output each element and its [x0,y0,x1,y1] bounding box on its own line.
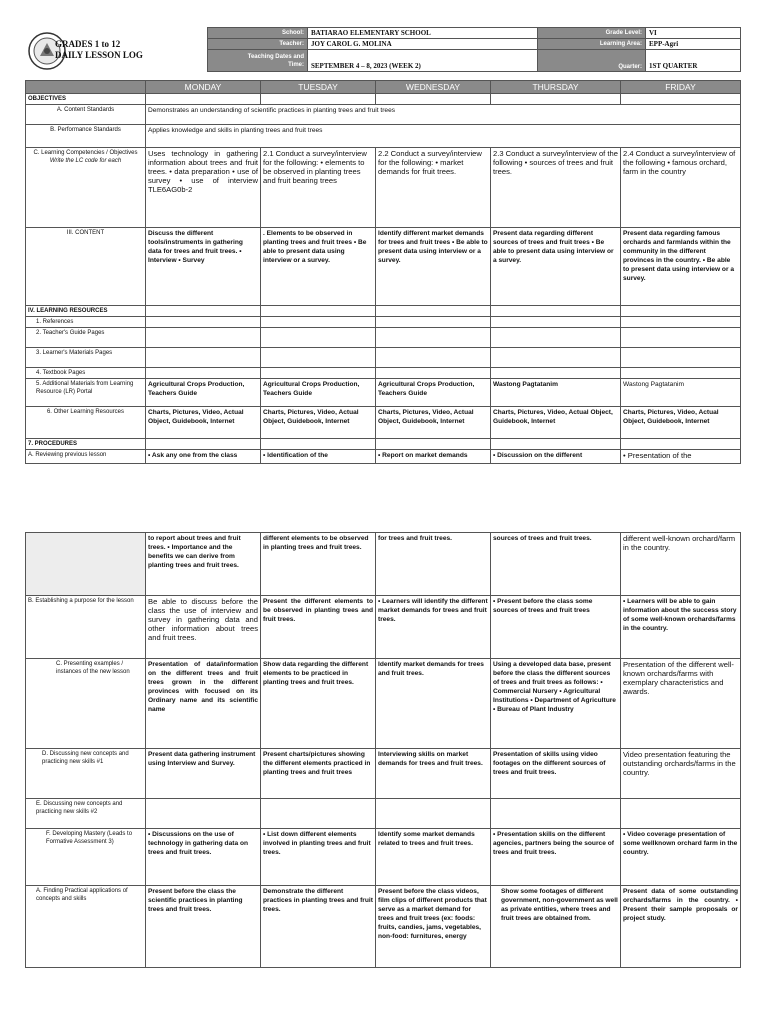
g-friday: Present data of some outstanding orchards/farms in the country. • Present their sample proposals or project study. [621,886,741,968]
purpose-monday: Be able to discuss before the class the use of interview and survey in gathering data and other information about trees and fruit trees. [146,596,261,659]
olr-monday: Charts, Pictures, Video, Actual Object, Guidebook, Internet [146,407,261,439]
learning-competencies-label: C. Learning Competencies / Objectives Write the LC code for each [26,148,146,228]
f-thursday: • Presentation skills on the different agencies, partners being the source of trees and fruit trees. [491,829,621,886]
f-wednesday: Identify some market demands related to trees and fruit trees. [376,829,491,886]
learning-area: EPP-Agri [646,39,741,50]
day-header-monday: MONDAY [146,81,261,94]
review-cont-tuesday: different elements to be observed in planting trees and fruit trees. [261,533,376,596]
review-monday: • Ask any one from the class [146,450,261,464]
learning-resources-label: IV. LEARNING RESOURCES [26,306,146,317]
lc-friday: 2.4 Conduct a survey/interview of the following • famous orchard, farm in the country [621,148,741,228]
f-monday: • Discussions on the use of technology in gathering data on trees and fruit trees. [146,829,261,886]
lc-wednesday: 2.2 Conduct a survey/interview for the following: • market demands for fruit trees. [376,148,491,228]
olr-tuesday: Charts, Pictures, Video, Actual Object, Guidebook, Internet [261,407,376,439]
olr-friday: Charts, Pictures, Video, Actual Object, Guidebook, Internet [621,407,741,439]
content-standards: Demonstrates an understanding of scientific practices in planting trees and fruit trees [146,105,741,125]
d1-friday: Video presentation featuring the outstanding orchards/farms in the country. [621,749,741,799]
examples-tuesday: Show data regarding the different elements to be practiced in planting trees and fruit trees. [261,659,376,749]
teaching-dates: SEPTEMBER 4 – 8, 2023 (WEEK 2) [308,50,538,72]
am-thursday: Wastong Pagtatanim [491,379,621,407]
review-wednesday: • Report on market demands [376,450,491,464]
f-friday: • Video coverage presentation of some wellknown orchard farm in the country. [621,829,741,886]
purpose-wednesday: • Learners will identify the different market demands for trees and fruit trees. [376,596,491,659]
examples-friday: Presentation of the different well-known orchards/farms with exemplary characteristics and awards. [621,659,741,749]
content-standards-label: A. Content Standards [26,105,146,125]
g-tuesday: Demonstrate the different practices in planting trees and fruit trees. [261,886,376,968]
content-monday: Discuss the different tools/instruments in gathering data for trees and fruit trees. • Interview • Survey [146,228,261,306]
review-tuesday: • Identification of the [261,450,376,464]
teachers-guide-label: 2. Teacher's Guide Pages [26,328,146,348]
procedures-label: 7. PROCEDURES [26,439,146,450]
info-table: School: BATIARAO ELEMENTARY SCHOOL Grade Level: VI Teacher: JOY CAROL G. MOLINA Learning Area: EPP-Agri Teaching Dates and Time: SEPTEMBER 4 – 8, 2023 (WEEK 2) Quarter: 1ST QUARTER [207,27,741,72]
discussing-2-label: E. Discussing new concepts and practicing new skills #2 [26,799,146,829]
review-cont-wednesday: for trees and fruit trees. [376,533,491,596]
other-resources-label: 6. Other Learning Resources [26,407,146,439]
content-wednesday: Identify different market demands for trees and fruit trees • Be able to present data using interview or a survey. [376,228,491,306]
reviewing-lesson-label: A. Reviewing previous lesson [26,450,146,464]
g-monday: Present before the class the scientific practices in planting trees and fruit trees. [146,886,261,968]
d1-thursday: Presentation of skills using video footages on the different sources of trees and fruit trees. [491,749,621,799]
practical-applications-label: A. Finding Practical applications of concepts and skills [26,886,146,968]
document-title: GRADES 1 to 12 DAILY LESSON LOG [55,39,143,60]
am-wednesday: Agricultural Crops Production, Teachers Guide [376,379,491,407]
am-tuesday: Agricultural Crops Production, Teachers Guide [261,379,376,407]
examples-thursday: Using a developed data base, present before the class the different sources of trees and fruit trees as follows: • Commercial Nursery • Agricultural Institutions • Department of Agriculture • Bureau of Plant Industry [491,659,621,749]
day-header-tuesday: TUESDAY [261,81,376,94]
purpose-label: B. Establishing a purpose for the lesson [26,596,146,659]
review-cont-monday: to report about trees and fruit trees. • Importance and the benefits we can derive from planting trees and fruit trees. [146,533,261,596]
content-tuesday: . Elements to be observed in planting trees and fruit trees • Be able to present data using interview or a survey. [261,228,376,306]
examples-monday: Presentation of data/information on the different trees and fruit trees grown in the different provinces with focused on its Ordinary name and its scientific name [146,659,261,749]
grade-level: VI [646,28,741,39]
lc-monday: Uses technology in gathering information about trees and fruit trees. • data preparation • use of survey • use of interview TLE6AG0b-2 [146,148,261,228]
developing-mastery-label: F. Developing Mastery (Leads to Formative Assessment 3) [26,829,146,886]
am-friday: Wastong Pagtatanim [621,379,741,407]
performance-standards-label: B. Performance Standards [26,125,146,148]
objectives-label: OBJECTIVES [26,94,146,105]
learners-materials-label: 3. Learner's Materials Pages [26,348,146,368]
g-wednesday: Present before the class videos, film clips of different products that serve as a market demand for trees and fruit trees (ex: foods: fruits, candies, jams, vegetables, non-food: furnitures, energy [376,886,491,968]
purpose-thursday: • Present before the class some sources of trees and fruit trees [491,596,621,659]
additional-materials-label: 5. Additional Materials from Learning Resource (LR) Portal [26,379,146,407]
lc-tuesday: 2.1 Conduct a survey/interview for the following: • elements to be observed in planting trees and fruit bearing trees [261,148,376,228]
teacher-name: JOY CAROL G. MOLINA [308,39,538,50]
discussing-1-label: D. Discussing new concepts and practicing new skills #1 [26,749,146,799]
references-label: 1. References [26,317,146,328]
olr-thursday: Charts, Pictures, Video, Actual Object, Guidebook, Internet [491,407,621,439]
day-header-thursday: THURSDAY [491,81,621,94]
content-friday: Present data regarding famous orchards and farmlands within the community in the different provinces in the country. • Be able to present data using interview or a survey. [621,228,741,306]
lc-thursday: 2.3 Conduct a survey/interview of the following • sources of trees and fruit trees. [491,148,621,228]
examples-label: C. Presenting examples / instances of the new lesson [26,659,146,749]
lesson-log-table-page2 [25,532,741,968]
lesson-log-header [25,27,740,72]
d1-monday: Present data gathering instrument using Interview and Survey. [146,749,261,799]
quarter: 1ST QUARTER [646,50,741,72]
lesson-log-table-page1 [25,80,741,464]
examples-wednesday: Identify market demands for trees and fruit trees. [376,659,491,749]
school-name: BATIARAO ELEMENTARY SCHOOL [308,28,538,39]
performance-standards: Applies knowledge and skills in planting trees and fruit trees [146,125,741,148]
am-monday: Agricultural Crops Production, Teachers Guide [146,379,261,407]
g-thursday: Show some footages of different government, non-government as well as private entities, where trees and fruit trees are obtained from. [491,886,621,968]
content-label: III. CONTENT [26,228,146,306]
textbook-pages-label: 4. Textbook Pages [26,368,146,379]
review-friday: • Presentation of the [621,450,741,464]
review-cont-thursday: sources of trees and fruit trees. [491,533,621,596]
purpose-friday: • Learners will be able to gain information about the success story of some well-known orchards/farms in the country. [621,596,741,659]
d1-wednesday: Interviewing skills on market demands for trees and fruit trees. [376,749,491,799]
d1-tuesday: Present charts/pictures showing the different elements practiced in planting trees and fruit trees [261,749,376,799]
olr-wednesday: Charts, Pictures, Video, Actual Object, Guidebook, Internet [376,407,491,439]
content-thursday: Present data regarding different sources of trees and fruit trees • Be able to present data using interview or a survey. [491,228,621,306]
purpose-tuesday: Present the different elements to be observed in planting trees and fruit trees. [261,596,376,659]
f-tuesday: • List down different elements involved in planting trees and fruit trees. [261,829,376,886]
review-cont-friday: different well-known orchard/farm in the country. [621,533,741,596]
day-header-wednesday: WEDNESDAY [376,81,491,94]
day-header-friday: FRIDAY [621,81,741,94]
review-thursday: • Discussion on the different [491,450,621,464]
